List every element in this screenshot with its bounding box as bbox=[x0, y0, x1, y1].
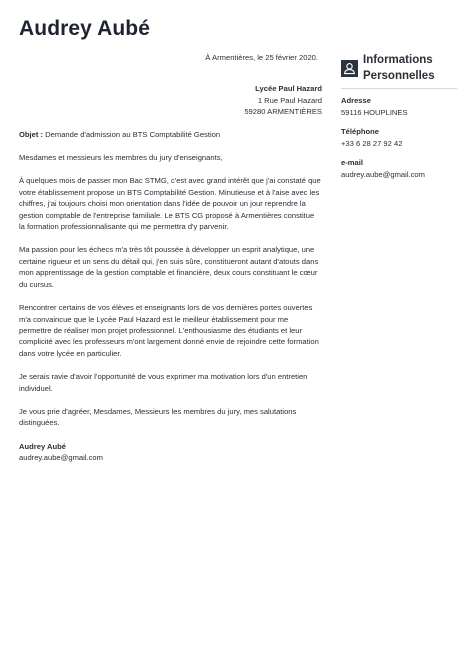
subject-label: Objet : bbox=[19, 129, 44, 139]
letter-body bbox=[19, 52, 322, 464]
address-value: 59116 HOUPLINES bbox=[341, 108, 408, 117]
letter-signature bbox=[19, 441, 322, 464]
signature-email: audrey.aube@gmail.com bbox=[19, 453, 103, 463]
recipient-address bbox=[19, 83, 322, 117]
letter-paragraph: À quelques mois de passer mon Bac STMG, c'est avec grand intérêt que j'ai constaté que votre établissement propose un BTS Comptabilité Gestion. Minutieuse et à l'aise avec les chiffres, j'ai toujours choisi mon orientation dans l'idée de pouvoir un jour reprendre la gestion comptable de l'entreprise familiale. Le BTS CG proposé à Armentières constitue la formation professionnalisante qui me permettra d'y parvenir. bbox=[19, 176, 321, 232]
sidebar-title-line2: Personnelles bbox=[363, 70, 435, 82]
letter-salutation: Mesdames et messieurs les membres du jury d'enseignants, bbox=[19, 153, 223, 163]
sidebar-header bbox=[341, 52, 457, 84]
signature-name: Audrey Aubé bbox=[19, 441, 66, 451]
recipient-city: 59280 ARMENTIÈRES bbox=[244, 107, 322, 117]
email-label: e-mail bbox=[341, 158, 363, 167]
recipient-org: Lycée Paul Hazard bbox=[255, 84, 322, 94]
recipient-street: 1 Rue Paul Hazard bbox=[257, 95, 322, 105]
subject-text: Demande d'admission au BTS Comptabilité Gestion bbox=[43, 129, 221, 139]
personal-info-sidebar bbox=[341, 52, 457, 189]
letter-paragraph: Rencontrer certains de vos élèves et enseignants lors de vos dernières portes ouvertes m'a convaincue que le Lycée Paul Hazard est le meilleur établissement pour me permettre de réaliser mon projet professionnel. L'enthousiasme des étudiants et leur complicité avec les professeurs m'ont largement donné envie de rejoindre cette formation dans votre lycée en particulier. bbox=[19, 303, 319, 358]
address-label: Adresse bbox=[341, 96, 371, 105]
sidebar-divider bbox=[341, 88, 457, 89]
email-value: audrey.aube@gmail.com bbox=[341, 170, 425, 179]
letter-subject bbox=[19, 129, 322, 140]
user-icon bbox=[341, 60, 358, 77]
letter-date: À Armentières, le 25 février 2020. bbox=[205, 53, 318, 62]
applicant-name: Audrey Aubé bbox=[19, 17, 151, 40]
letter-paragraph: Je serais ravie d'avoir l'opportunité de vous exprimer ma motivation lors d'un entretien individuel. bbox=[19, 372, 308, 393]
sidebar-title-line1: Informations bbox=[363, 54, 433, 66]
letter-paragraph: Je vous prie d'agréer, Mesdames, Messieurs les membres du jury, mes salutations distinguées. bbox=[19, 406, 297, 428]
letter-paragraph: Ma passion pour les échecs m'a très tôt poussée à développer un esprit analytique, une certaine rigueur et un sens du détail qui, j'en suis sûre, constitueront autant d'atouts dans mon apprentissage de la gestion comptable et financière, deux cours constituant le cœur du cursus. bbox=[19, 245, 319, 289]
sidebar-title bbox=[363, 52, 435, 84]
phone-value: +33 6 28 27 92 42 bbox=[341, 139, 403, 148]
phone-label: Téléphone bbox=[341, 127, 379, 136]
